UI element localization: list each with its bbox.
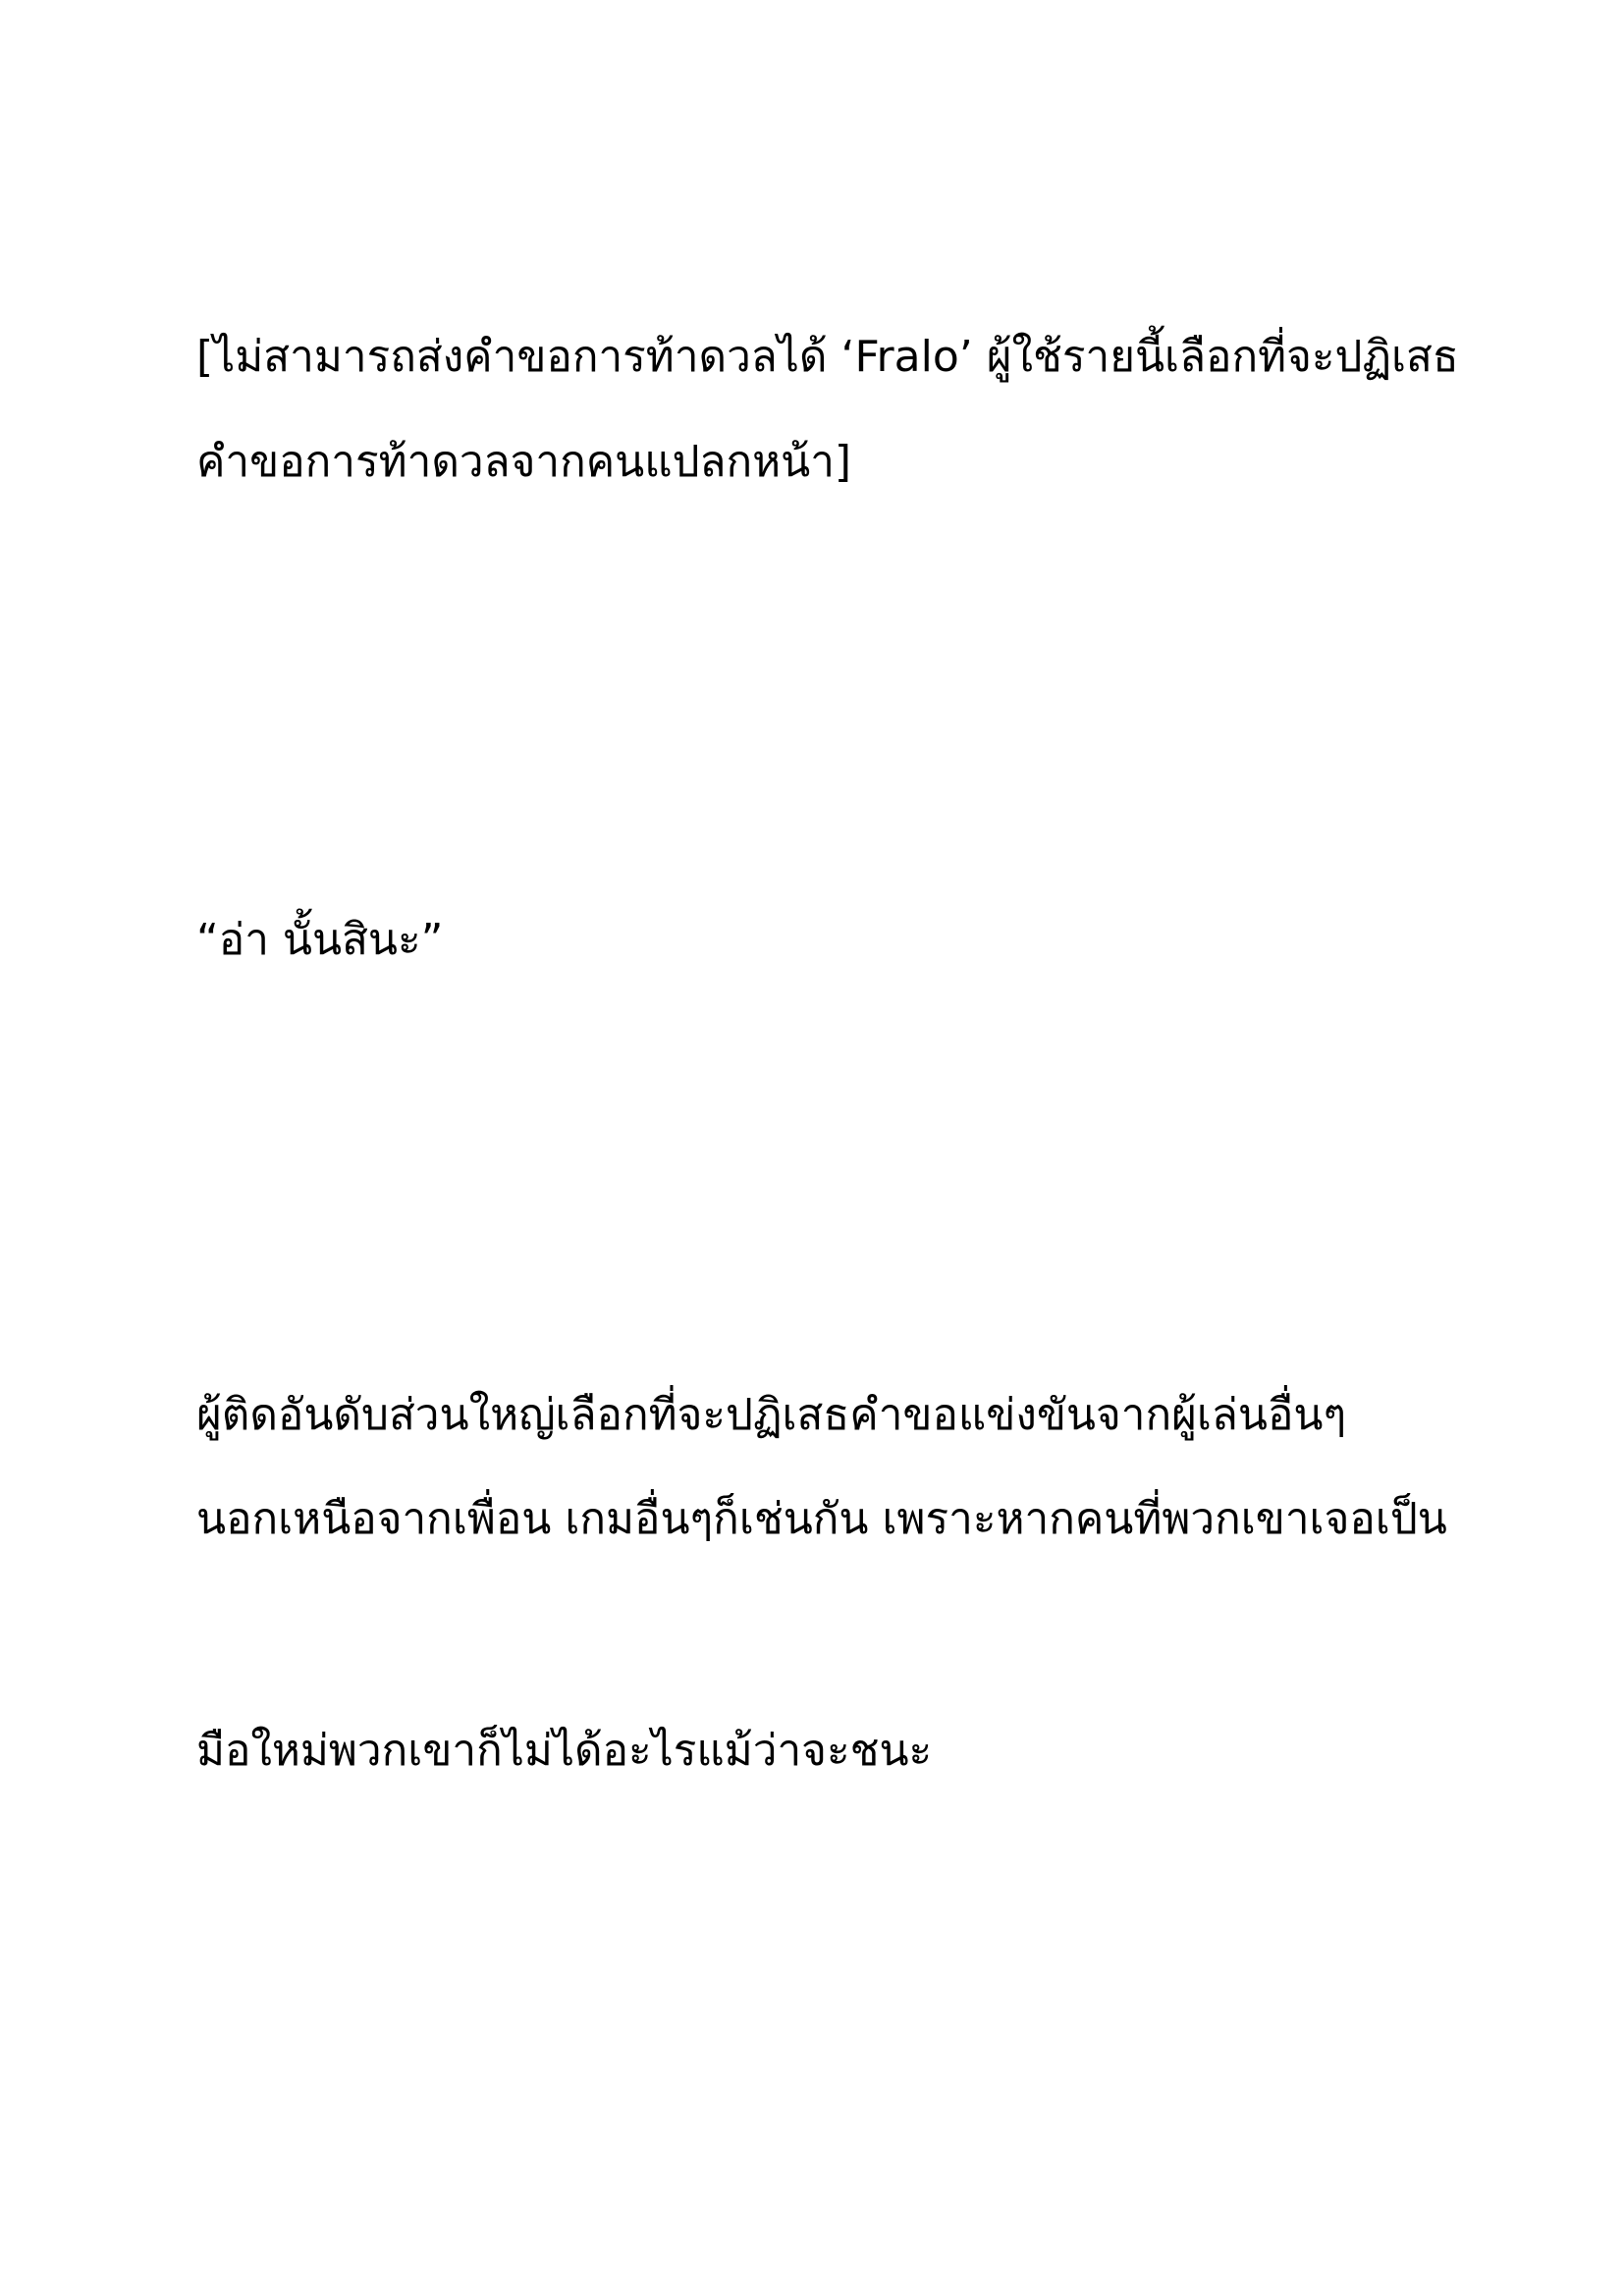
paragraph-2-line-1: “อ่า นั้นสินะ”	[196, 915, 444, 965]
paragraph-1-line-1: [ไม่สามารถส่งคำขอการท้าดวลได้ ‘Fralo’ ผู้ใช้รายนี้เลือกที่จะปฏิเสธ	[196, 332, 1459, 382]
paragraph-3-line-2: นอกเหนือจากเพื่อน เกมอื่นๆก็เช่นกัน เพราะหากคนที่พวกเขาเจอเป็น	[196, 1494, 1447, 1544]
paragraph-1-line-2: คำขอการท้าดวลจากคนแปลกหน้า]	[196, 437, 852, 487]
paragraph-3-line-1: ผู้ติดอันดับส่วนใหญ่เลือกที่จะปฏิเสธคำขอแข่งขันจากผู้เล่นอื่นๆ	[196, 1390, 1347, 1440]
paragraph-4-line-1: มือใหม่พวกเขาก็ไม่ได้อะไรแม้ว่าจะชนะ	[196, 1726, 933, 1776]
